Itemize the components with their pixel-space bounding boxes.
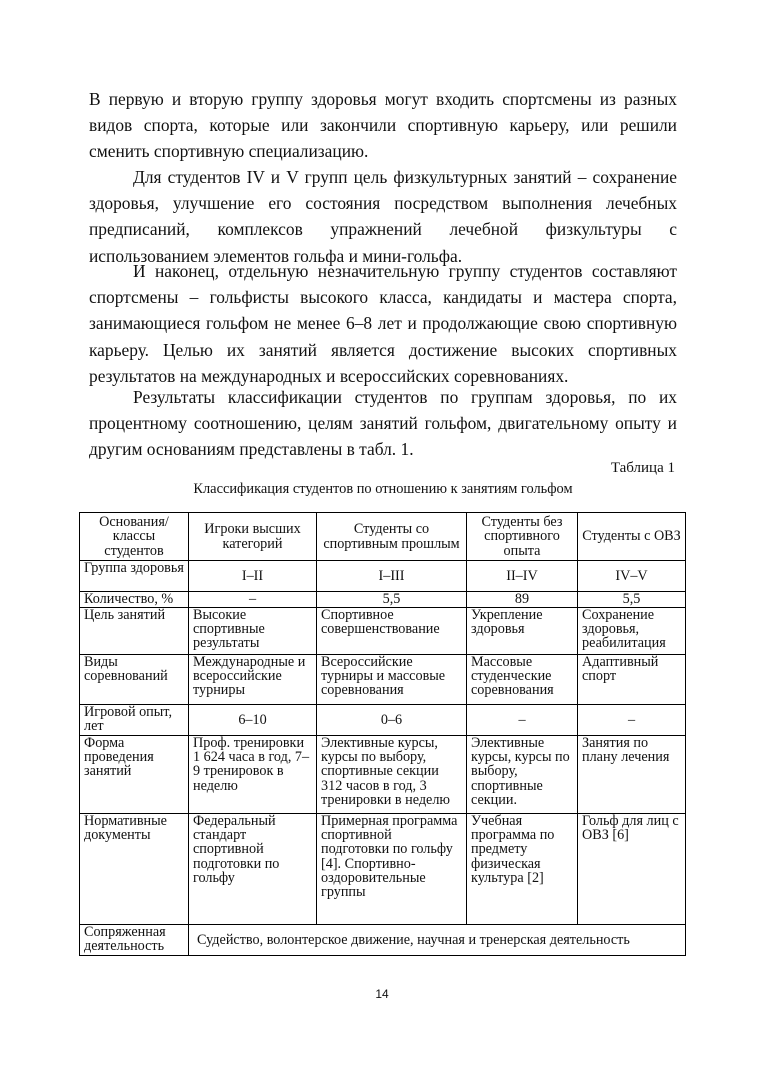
table-cell: 0–6 (317, 705, 467, 736)
table-row (80, 608, 686, 655)
row-label: Игровой опыт, лет (80, 705, 189, 736)
table-row (80, 592, 686, 608)
page-number: 14 (375, 987, 389, 1001)
row-label: Сопряженная деятельность (80, 925, 189, 956)
header-cell: Студенты без спортивного опыта (467, 513, 578, 561)
table-cell-merged: Судейство, волонтерское движение, научная и тренерская деятельность (189, 925, 686, 956)
paragraph-4: Результаты классификации студентов по группам здоровья, по их процентному соотношению, целям занятий гольфом, двигательному опыту и другим основаниям представлены в табл. 1. (89, 387, 677, 460)
table-cell: Спортивное совершенствование (317, 608, 467, 655)
table-cell: Сохранение здоровья, реабилитация (578, 608, 686, 655)
table-cell: I–II (189, 561, 317, 592)
table-caption: Классификация студентов по отношению к занятиям гольфом (193, 481, 573, 497)
header-cell: Студенты со спортивным прошлым (317, 513, 467, 561)
table-cell: 5,5 (317, 592, 467, 608)
table-row (80, 561, 686, 592)
table-cell: Адаптивный спорт (578, 655, 686, 705)
header-cell: Игроки высших категорий (189, 513, 317, 561)
table-cell: Элективные курсы, курсы по выбору, спортивные секции. (467, 736, 578, 814)
table-number: Таблица 1 (610, 460, 675, 476)
header-cell: Студенты с ОВЗ (578, 513, 686, 561)
paragraph-1: В первую и вторую группу здоровья могут входить спортсмены из разных видов спорта, которые или закончили спортивную карьеру, или решили сменить спортивную специализацию. (89, 89, 677, 162)
header-cell: Основания/ классы студентов (80, 513, 189, 561)
table-row (80, 655, 686, 705)
table-cell: Высокие спортивные результаты (189, 608, 317, 655)
row-label: Группа здоровья (80, 561, 189, 592)
table-cell: Федеральный стандарт спортивной подготовки по гольфу (189, 814, 317, 925)
table-cell: Международные и всероссийские турниры (189, 655, 317, 705)
table-cell: Учебная программа по предмету физическая культура [2] (467, 814, 578, 925)
row-label: Количество, % (80, 592, 189, 608)
table-cell: I–III (317, 561, 467, 592)
table-cell: Проф. тренировки 1 624 часа в год, 7–9 тренировок в неделю (189, 736, 317, 814)
table-row (80, 705, 686, 736)
table-cell: 6–10 (189, 705, 317, 736)
table-cell: Примерная программа спортивной подготовки по гольфу [4]. Спортивно-оздоровительные группы (317, 814, 467, 925)
table-row (80, 814, 686, 925)
table-cell: – (578, 705, 686, 736)
table-cell: Всероссийские турниры и массовые соревнования (317, 655, 467, 705)
row-label: Нормативные документы (80, 814, 189, 925)
table-cell: IV–V (578, 561, 686, 592)
row-label: Форма проведения занятий (80, 736, 189, 814)
row-label: Виды соревнований (80, 655, 189, 705)
table-row (80, 925, 686, 956)
paragraph-2: Для студентов IV и V групп цель физкультурных занятий – сохранение здоровья, улучшение его состояния посредством выполнения лечебных предписаний, комплексов упражнений лечебной физкультуры с использованием элементов гольфа и мини-гольфа. (89, 167, 677, 266)
table-cell: Укрепление здоровья (467, 608, 578, 655)
table-cell: Массовые студенческие соревнования (467, 655, 578, 705)
table-cell: Гольф для лиц с ОВЗ [6] (578, 814, 686, 925)
table-cell: 89 (467, 592, 578, 608)
classification-table (79, 512, 686, 956)
table-row (80, 736, 686, 814)
table-cell: II–IV (467, 561, 578, 592)
table-cell: Занятия по плану лечения (578, 736, 686, 814)
row-label: Цель занятий (80, 608, 189, 655)
table-header-row (80, 513, 686, 561)
table-cell: – (189, 592, 317, 608)
table-cell: Элективные курсы, курсы по выбору, спортивные секции 312 часов в год, 3 тренировки в неделю (317, 736, 467, 814)
table-cell: – (467, 705, 578, 736)
paragraph-3: И наконец, отдельную незначительную группу студентов составляют спортсмены – гольфисты высокого класса, кандидаты и мастера спорта, занимающиеся гольфом не менее 6–8 лет и продолжающие свою спортивную карьеру. Целью их занятий является достижение высоких спортивных результатов на международных и всероссийских соревнованиях. (89, 261, 677, 386)
table-cell: 5,5 (578, 592, 686, 608)
